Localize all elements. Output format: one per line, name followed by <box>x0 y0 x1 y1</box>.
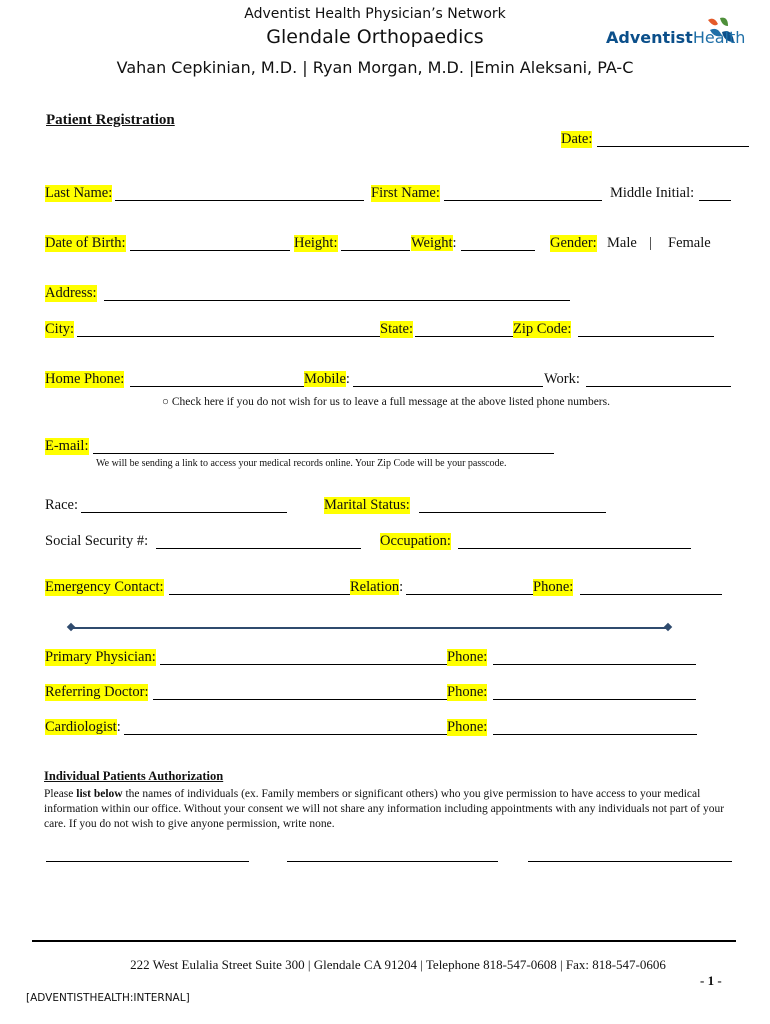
referring-phone-field[interactable] <box>493 699 696 700</box>
ssn-label: Social Security #: <box>45 533 149 549</box>
email-field[interactable] <box>93 453 554 454</box>
mobile-field[interactable] <box>353 386 543 387</box>
last-name-field[interactable] <box>115 200 364 201</box>
height-label: Height: <box>294 235 338 251</box>
gender-male-option[interactable]: Male <box>607 235 637 251</box>
emergency-phone-label: Phone: <box>533 579 574 595</box>
home-phone-label: Home Phone: <box>45 371 125 387</box>
authorized-person-field-2[interactable] <box>287 861 498 862</box>
city-field[interactable] <box>77 336 380 337</box>
weight-colon: : <box>452 235 457 251</box>
emergency-contact-field[interactable] <box>169 594 350 595</box>
marital-status-label: Marital Status: <box>324 497 410 513</box>
gender-label: Gender: <box>550 235 597 251</box>
referring-doctor-label: Referring Doctor: <box>45 684 149 700</box>
middle-initial-field[interactable] <box>699 200 731 201</box>
occupation-field[interactable] <box>458 548 691 549</box>
race-field[interactable] <box>81 512 287 513</box>
zip-label: Zip Code: <box>513 321 572 337</box>
home-phone-field[interactable] <box>130 386 304 387</box>
authorization-text-after: the names of individuals (ex. Family members or significant others) who you give permission to have access to your medical information within our office. Without your consent we will not share any information including appointments with any individuals not part of your care. If you do not wish to give anyone permission, write none. <box>44 788 725 830</box>
page-number: - 1 - <box>700 973 722 988</box>
referring-doctor-field[interactable] <box>153 699 447 700</box>
primary-phone-label: Phone: <box>447 649 488 665</box>
relation-colon: : <box>399 579 404 595</box>
mobile-label: Mobile <box>304 371 346 387</box>
relation-field[interactable] <box>406 594 534 595</box>
divider-left-diamond-icon <box>67 623 75 631</box>
clinic-name: Glendale Orthopaedics <box>266 26 484 48</box>
height-field[interactable] <box>341 250 410 251</box>
footer-rule <box>32 940 736 942</box>
date-label: Date: <box>561 131 593 147</box>
logo-text-adventist: Adventist <box>606 28 693 47</box>
logo-text-health: Health <box>692 28 746 47</box>
authorized-person-field-3[interactable] <box>528 861 732 862</box>
mobile-colon: : <box>345 371 350 387</box>
gender-separator: | <box>649 235 652 251</box>
cardiologist-phone-field[interactable] <box>493 734 697 735</box>
relation-label-wrap <box>350 579 403 596</box>
cardiologist-phone-label: Phone: <box>447 719 488 735</box>
relation-label: Relation <box>350 579 400 595</box>
marital-status-field[interactable] <box>419 512 606 513</box>
zip-field[interactable] <box>578 336 714 337</box>
first-name-field[interactable] <box>444 200 602 201</box>
classification-label: [ADVENTISTHEALTH:INTERNAL] <box>26 992 190 1004</box>
primary-physician-field[interactable] <box>160 664 447 665</box>
form-title: Patient Registration <box>46 112 175 128</box>
state-label: State: <box>380 321 414 337</box>
no-message-checkbox[interactable]: ○ Check here if you do not wish for us to leave a full message at the above listed phone numbers. <box>162 396 610 408</box>
middle-initial-label: Middle Initial: <box>610 185 695 201</box>
weight-label-wrap <box>411 235 457 252</box>
city-label: City: <box>45 321 75 337</box>
authorization-text-before: Please <box>44 788 77 800</box>
race-label: Race: <box>45 497 79 513</box>
cardiologist-label-wrap <box>45 719 121 736</box>
weight-label: Weight <box>411 235 453 251</box>
email-label: E-mail: <box>45 438 89 454</box>
dob-label: Date of Birth: <box>45 235 126 251</box>
address-label: Address: <box>45 285 97 301</box>
authorization-title: Individual Patients Authorization <box>44 769 224 783</box>
network-name: Adventist Health Physician’s Network <box>244 6 506 22</box>
mobile-label-wrap <box>304 371 350 388</box>
authorized-person-field-1[interactable] <box>46 861 249 862</box>
work-field[interactable] <box>586 386 731 387</box>
cardiologist-field[interactable] <box>124 734 447 735</box>
state-field[interactable] <box>415 336 513 337</box>
referring-phone-label: Phone: <box>447 684 488 700</box>
footer-address: 222 West Eulalia Street Suite 300 | Glendale CA 91204 | Telephone 818-547-0608 | Fax: 818-547-0606 <box>130 957 666 972</box>
first-name-label: First Name: <box>371 185 440 201</box>
emergency-contact-label: Emergency Contact: <box>45 579 164 595</box>
occupation-label: Occupation: <box>380 533 451 549</box>
last-name-label: Last Name: <box>45 185 113 201</box>
email-note: We will be sending a link to access your medical records online. Your Zip Code will be your passcode. <box>96 458 507 469</box>
weight-field[interactable] <box>461 250 535 251</box>
cardiologist-colon: : <box>116 719 121 735</box>
section-divider <box>72 627 668 629</box>
dob-field[interactable] <box>130 250 290 251</box>
date-field[interactable] <box>597 146 749 147</box>
doctor-names: Vahan Cepkinian, M.D. | Ryan Morgan, M.D. |Emin Aleksani, PA-C <box>116 58 634 77</box>
emergency-phone-field[interactable] <box>580 594 722 595</box>
primary-phone-field[interactable] <box>493 664 696 665</box>
divider-right-diamond-icon <box>664 623 672 631</box>
cardiologist-label: Cardiologist <box>45 719 117 735</box>
address-field[interactable] <box>104 300 570 301</box>
work-label: Work: <box>544 371 580 387</box>
authorization-text <box>44 787 734 832</box>
gender-female-option[interactable]: Female <box>668 235 711 251</box>
authorization-text-bold: list below <box>76 788 123 800</box>
adventist-health-logo <box>606 14 746 54</box>
ssn-field[interactable] <box>156 548 361 549</box>
primary-physician-label: Primary Physician: <box>45 649 156 665</box>
